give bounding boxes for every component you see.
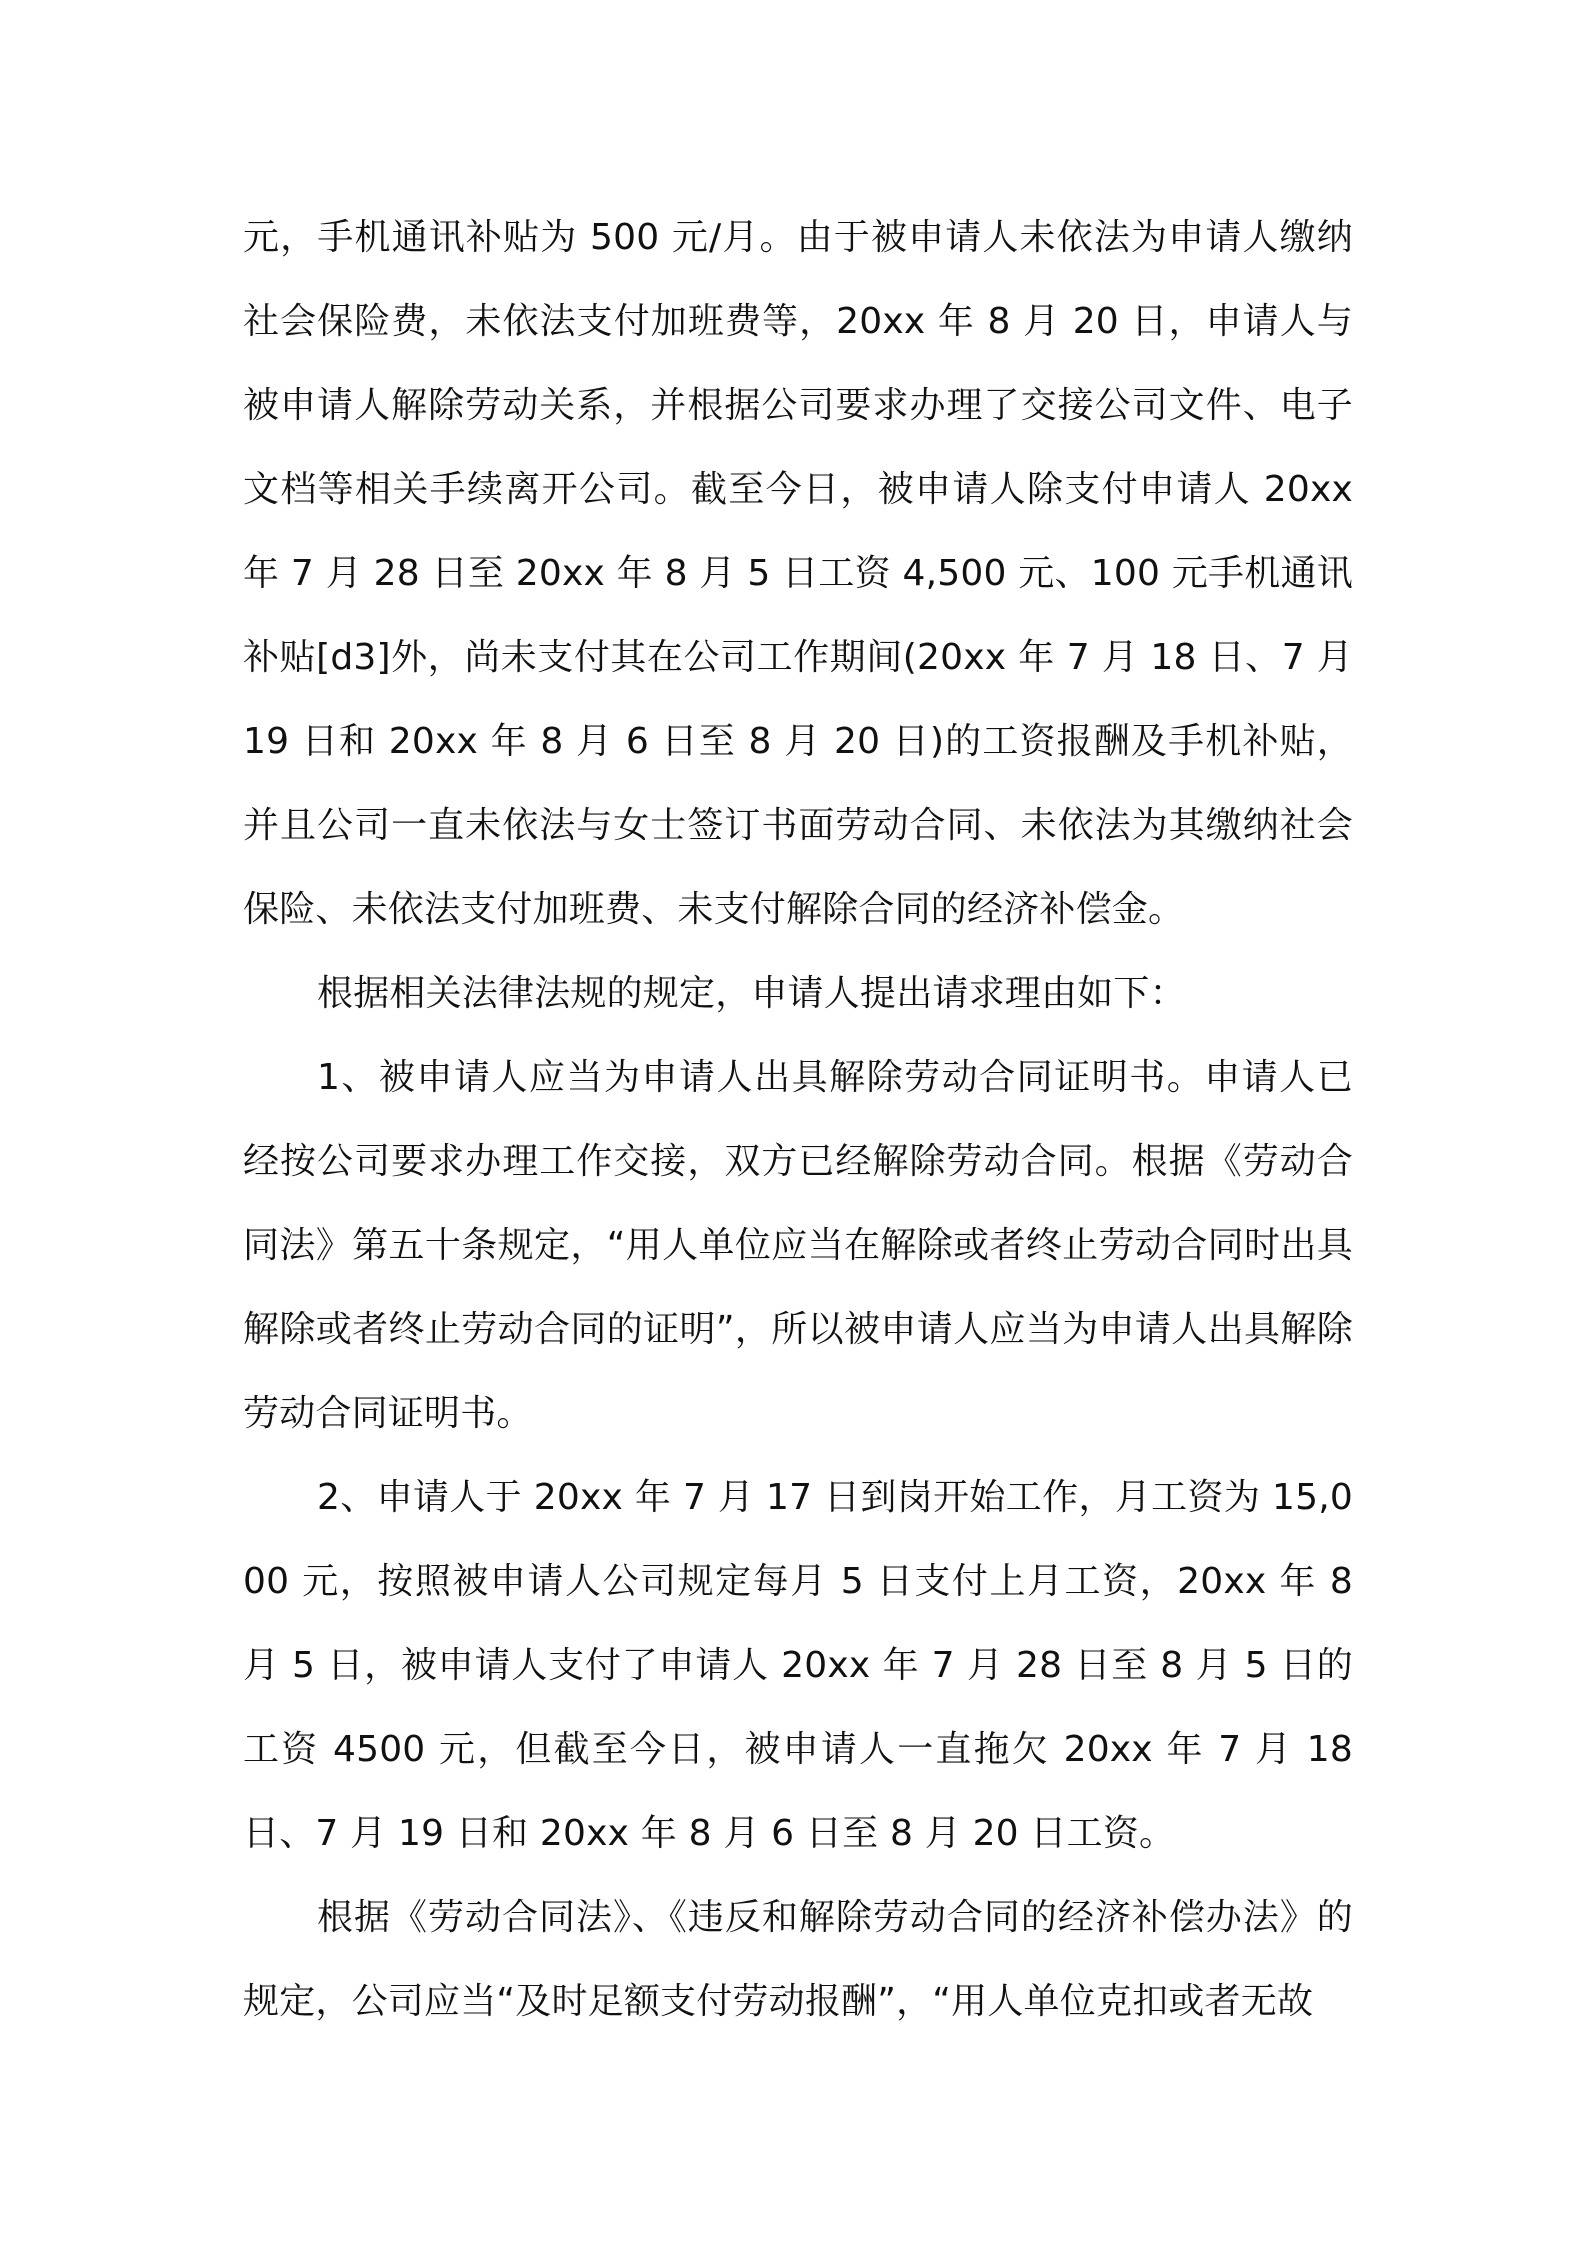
- paragraph-facts: 元，手机通讯补贴为 500 元/月。由于被申请人未依法为申请人缴纳社会保险费，未依法支付加班费等，20xx 年 8 月 20 日，申请人与被申请人解除劳动关系，并根据公司要求办理了交接公司文件、电子文档等相关手续离开公司。截至今日，被申请人除支付申请人 20xx 年 7 月 28 日至 20xx 年 8 月 5 日工资 4,500 元、100 元手机通讯补贴[d3]外，尚未支付其在公司工作期间(20xx 年 7 月 18 日、7 月 19 日和 20xx 年 8 月 6 日至 8 月 20 日)的工资报酬及手机补贴，并且公司一直未依法与女士签订书面劳动合同、未依法为其缴纳社会保险、未依法支付加班费、未支付解除合同的经济补偿金。: [243, 217, 1353, 930]
- paragraph-claims-intro: 根据相关法律法规的规定，申请人提出请求理由如下：: [317, 973, 1186, 1014]
- paragraph-claim-1: 1、被申请人应当为申请人出具解除劳动合同证明书。申请人已经按公司要求办理工作交接，双方已经解除劳动合同。根据《劳动合同法》第五十条规定，“用人单位应当在解除或者终止劳动合同时出具解除或者终止劳动合同的证明”，所以被申请人应当为申请人出具解除劳动合同证明书。: [243, 1057, 1353, 1434]
- paragraph-legal-basis: 根据《劳动合同法》、《违反和解除劳动合同的经济补偿办法》的规定，公司应当“及时足额支付劳动报酬”，“用人单位克扣或者无故: [243, 1897, 1353, 2022]
- document-body: [243, 196, 1353, 2044]
- paragraph-claim-2: 2、申请人于 20xx 年 7 月 17 日到岗开始工作，月工资为 15,000 元，按照被申请人公司规定每月 5 日支付上月工资，20xx 年 8 月 5 日，被申请人支付了申请人 20xx 年 7 月 28 日至 8 月 5 日的工资 4500 元，但截至今日，被申请人一直拖欠 20xx 年 7 月 18 日、7 月 19 日和 20xx 年 8 月 6 日至 8 月 20 日工资。: [243, 1477, 1353, 1854]
